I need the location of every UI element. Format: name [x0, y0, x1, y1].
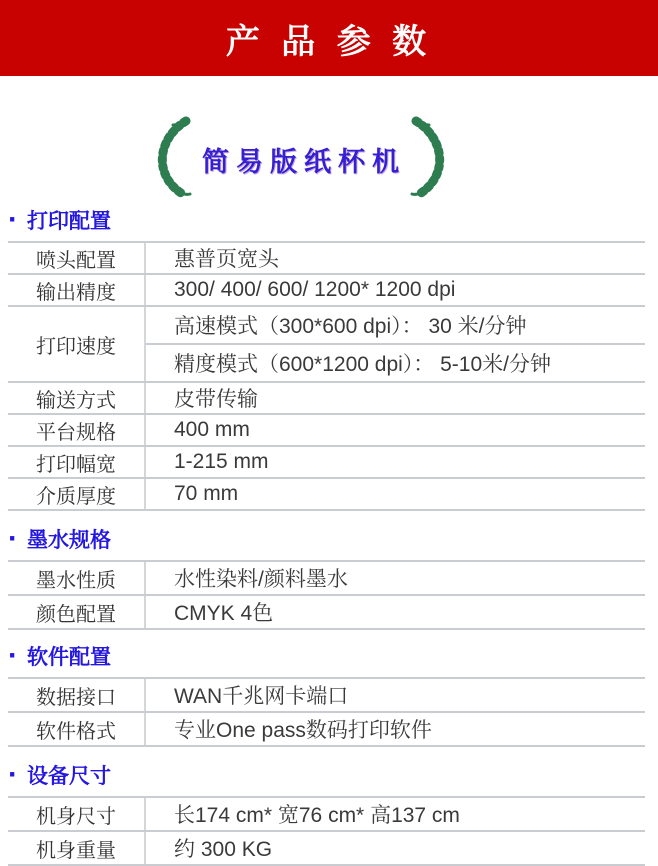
- spec-value: 300/ 400/ 600/ 1200* 1200 dpi: [174, 278, 456, 301]
- spec-label: 打印速度: [8, 307, 146, 381]
- spec-value: 400 mm: [174, 418, 250, 441]
- table-row: [8, 679, 645, 713]
- spec-table-device-size: [8, 796, 645, 866]
- spec-content: [8, 203, 645, 866]
- table-row: [8, 243, 645, 275]
- section-title-software-config: [8, 639, 645, 672]
- section-title-print-config: [8, 203, 645, 236]
- section-title-label: 墨水规格: [27, 529, 111, 552]
- spec-value: 1-215 mm: [174, 450, 269, 473]
- spec-subvalues: [146, 307, 645, 381]
- spec-value: WAN千兆网卡端口: [174, 685, 349, 708]
- spec-value: 水性染料/颜料墨水: [174, 568, 348, 591]
- page-title: 产 品 参 数: [225, 22, 433, 61]
- table-row: [8, 275, 645, 307]
- laurel-right-icon: [410, 114, 456, 205]
- bullet-icon: ·: [8, 639, 18, 672]
- spec-label: 喷头配置: [8, 243, 146, 273]
- table-row-print-speed: [8, 307, 645, 383]
- table-row: [8, 479, 645, 511]
- spec-table-print-config: [8, 241, 645, 511]
- spec-label: 输送方式: [8, 383, 146, 413]
- spec-value: 精度模式（600*1200 dpi）： 5-10米/分钟: [146, 343, 645, 381]
- section-title-label: 软件配置: [27, 646, 111, 669]
- spec-value: 长174 cm* 宽76 cm* 高137 cm: [174, 804, 460, 827]
- spec-table-software-config: [8, 677, 645, 747]
- table-row: [8, 383, 645, 415]
- table-row: [8, 596, 645, 630]
- laurel-left-icon: [146, 114, 192, 205]
- spec-label: 平台规格: [8, 415, 146, 445]
- product-name-badge: [0, 116, 630, 202]
- table-row: [8, 415, 645, 447]
- spec-value: 专业One pass数码打印软件: [174, 719, 432, 742]
- spec-table-ink-spec: [8, 560, 645, 630]
- bullet-icon: ·: [8, 758, 18, 791]
- bullet-icon: ·: [8, 522, 18, 555]
- spec-label: 机身重量: [8, 832, 146, 864]
- section-title-label: 设备尺寸: [27, 765, 111, 788]
- spec-label: 颜色配置: [8, 596, 146, 628]
- table-row: [8, 562, 645, 596]
- section-title-device-size: [8, 758, 645, 791]
- spec-label: 机身尺寸: [8, 798, 146, 830]
- spec-value: CMYK 4色: [174, 602, 274, 625]
- product-name: 简易版纸杯机: [202, 146, 406, 177]
- spec-value: 约 300 KG: [174, 838, 273, 861]
- section-title-ink-spec: [8, 522, 645, 555]
- spec-value: 皮带传输: [174, 388, 258, 411]
- table-row: [8, 832, 645, 866]
- spec-label: 软件格式: [8, 713, 146, 745]
- bullet-icon: ·: [8, 203, 18, 236]
- table-row: [8, 447, 645, 479]
- spec-value: 70 mm: [174, 482, 239, 505]
- spec-label: 数据接口: [8, 679, 146, 711]
- spec-value: 惠普页宽头: [174, 248, 279, 271]
- spec-label: 介质厚度: [8, 479, 146, 509]
- spec-value: 高速模式（300*600 dpi）： 30 米/分钟: [174, 315, 527, 338]
- table-row: [8, 798, 645, 832]
- spec-label: 打印幅宽: [8, 447, 146, 477]
- section-title-label: 打印配置: [27, 210, 111, 233]
- table-row: [8, 713, 645, 747]
- spec-label: 墨水性质: [8, 562, 146, 594]
- spec-label: 输出精度: [8, 275, 146, 305]
- page-header: [0, 0, 658, 76]
